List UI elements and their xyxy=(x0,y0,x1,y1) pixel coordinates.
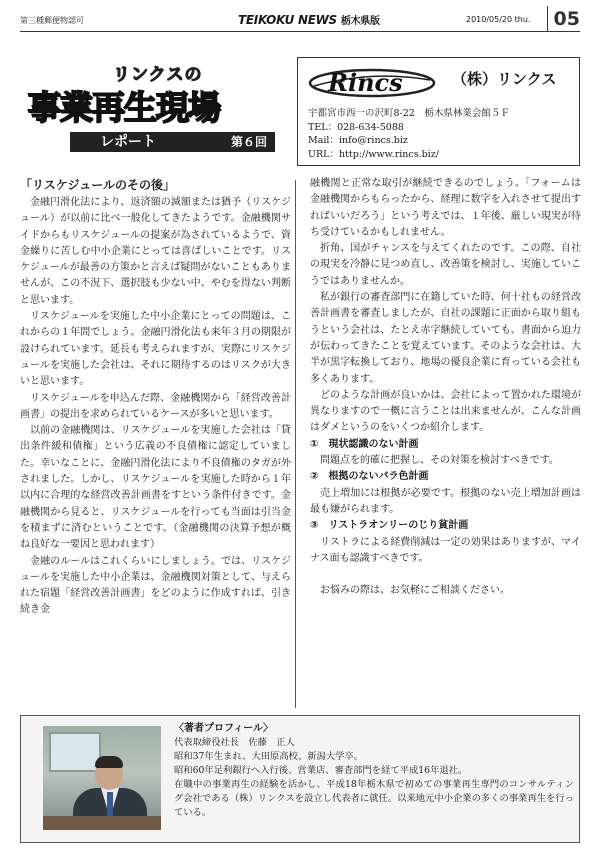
list-item-title: ② 根拠のないバラ色計画 xyxy=(310,471,429,483)
company-name: （株）リンクス xyxy=(452,70,557,88)
article-paragraph: 金融のルールはこれくらいにしましょう。では、リスケジュールを実施した中小企業は、金融機関対策として、与えられた宿題「経営改善計画書」をどのように作成すれば、引き続き金 xyxy=(20,555,291,616)
list-item-title: ① 現状認識のない計画 xyxy=(310,438,419,450)
list-item-body: リストラによる経費削減は一定の効果はありますが、マイナス面も認識すべきです。 xyxy=(310,536,581,564)
page-header xyxy=(20,10,580,32)
author-photo xyxy=(43,726,161,830)
list-item-body: 問題点を的確に把握し、その対策を検討すべきです。 xyxy=(320,455,559,467)
article-paragraph: リスケジュールを実施した中小企業にとっての問題は、これからの１年間でしょう。金融円滑化法も来年３月の期限が設けられています。延長も考えられますが、実際にリスケジュールを実施した会社は、それに期待するのはリスクが大きいと思います。 xyxy=(20,311,291,388)
photo-desk xyxy=(43,816,161,830)
profile-line: 昭和37年生まれ、大田原高校、新潟大学卒。 xyxy=(174,751,364,762)
rincs-logo xyxy=(308,66,436,98)
company-contact xyxy=(308,107,510,161)
edition-label: 栃木県版 xyxy=(340,16,380,27)
profile-line: 代表取締役社長 佐藤 正人 xyxy=(174,737,295,748)
list-item-title: ③ リストラオンリーのじり貧計画 xyxy=(310,520,469,532)
profile-heading: 〈著者プロフィール〉 xyxy=(174,723,273,734)
logo-text: Rincs xyxy=(328,68,403,97)
article-closing: お悩みの際は、お気軽にご相談ください。 xyxy=(320,585,510,597)
company-info-box xyxy=(297,57,580,166)
profile-paragraph: 在職中の事業再生の経験を活かし、平成18年栃木県で初めての事業再生専門のコンサルティング会社である（株）リンクスを設立し代表者に就任。以来地元中小企業の多くの事業再生を行っている。 xyxy=(174,779,574,818)
newspaper-title: TEIKOKU NEWS xyxy=(238,13,337,27)
company-address: 宇都宮市西一の沢町8-22 栃木県林業会館５Ｆ xyxy=(308,108,510,119)
newspaper-name xyxy=(238,12,380,27)
series-issue-number: 第６回 xyxy=(230,135,267,149)
series-title xyxy=(28,60,278,170)
company-tel: TEL：028-634-5088 xyxy=(308,121,404,133)
series-title-main: 事業再生現場 xyxy=(28,88,220,127)
company-mail: Mail：info@rincs.biz xyxy=(308,135,408,146)
page-number: 05 xyxy=(547,6,580,32)
postal-registration: 第三種郵便物認可 xyxy=(20,16,84,25)
article-paragraph: 私が銀行の審査部門に在籍していた時、何十社もの経営改善計画書を審査しましたが、自社の課題に正面から取り組もうという会社は、たとえ赤字継続していても、書面から迫力が伝わってきたことを覚えています。そのような会社は、大半が黒字転換しており、地場の優良企業に育っている会社も多くあります。 xyxy=(310,292,581,385)
profile-line: 昭和60年足利銀行へ入行後、営業店、審査部門を経て平成16年退社。 xyxy=(174,765,468,776)
article-paragraph: 折角、国がチャンスを与えてくれたのです。この際、自社の現実を冷静に見つめ直し、改善策を検討し、実施していこうではありませんか。 xyxy=(310,243,581,287)
profile-text xyxy=(174,722,574,820)
article-paragraph: 金融円滑化法により、返済額の減額または猶予（リスケジュール）が以前に比べ一般化してきたようです。金融機関サイドからもリスケジュールの提案が為されているようで、資金繰りに苦しむ中小企業にとっては喜ばしいことです。リスケジュールが最善の方策かと言えば疑問がないこともありませんが、この不況下、選択肢も少ない中、やむを得ない判断と思います。 xyxy=(20,197,291,306)
photo-hair xyxy=(95,756,123,768)
article-title: 「リスケジュールのその後」 xyxy=(20,178,176,192)
article-paragraph: 以前の金融機関は、リスケジュールを実施した会社は「貸出条件緩和債権」という広義の不良債権に認定していました。幸いなことに、金融円滑化法により不良債権のタガが外されました。しかし、リスケジュールを実施した時から１年以内に合理的な経営改善計画書をすという条件付きです。金融機関から見ると、リスケジュールを行っても当面は引当金を積まずに済むということです。（金融機関の決算予想が概ね良好な一要因と思われます） xyxy=(20,425,291,551)
photo-window xyxy=(49,732,101,772)
article-paragraph: どのような計画が良いかは、会社によって置かれた環境が異なりますので一概に言うことは出来ませんが、こんな計画はダメというのをいくつか紹介します。 xyxy=(310,389,581,434)
author-profile-box xyxy=(20,715,580,843)
company-url[interactable]: URL：http://www.rincs.biz/ xyxy=(308,148,439,160)
series-title-top: リンクスの xyxy=(113,65,203,85)
series-subtitle: レポート xyxy=(100,134,156,150)
photo-tie xyxy=(107,792,113,818)
series-subtitle-bar xyxy=(70,132,275,152)
article-left-column xyxy=(20,176,291,619)
article-right-column xyxy=(310,176,581,599)
issue-date: 2010/05/20 thu. xyxy=(466,15,531,24)
column-divider xyxy=(295,180,296,708)
article-paragraph: リスケジュールを申込んだ際、金融機関から「経営改善計画書」の提出を求められているケースが多いと思います。 xyxy=(20,392,291,420)
list-item-body: 売上増加には根拠が必要です。根拠のない売上増加計画は最も嫌がられます。 xyxy=(310,487,581,515)
article-paragraph: 融機関と正常な取引が継続できるのでしょう。「フォームは金融機関からもらったから、経理に数字を入れさせて提出すればいいだろう」という考えでは、１年後、厳しい現実が待ち受けているかもしれません。 xyxy=(310,178,581,238)
